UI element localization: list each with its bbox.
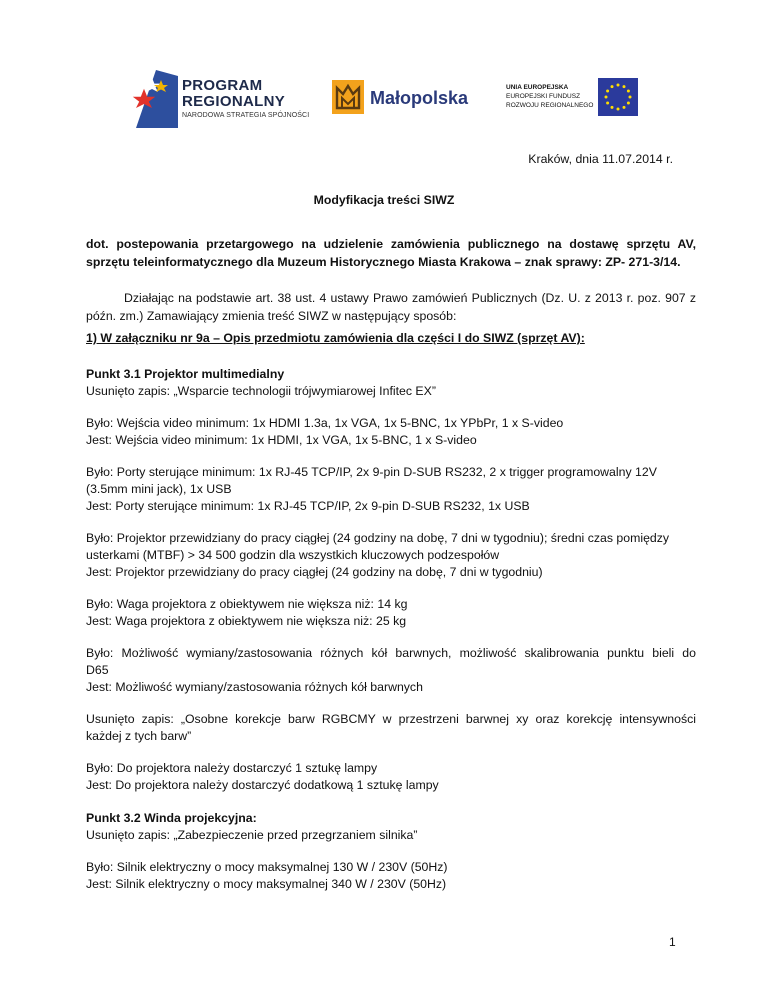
program-regionalny-logo: [130, 70, 320, 130]
point-3-1-was-4: Było: Waga projektora z obiektywem nie większa niż: 14 kg: [86, 597, 408, 611]
point-3-1-is-5: Jest: Możliwość wymiany/zastosowania różnych kół barwnych: [86, 680, 423, 694]
point-3-1-was-5a: Było: Możliwość wymiany/zastosowania różnych kół barwnych, możliwość skalibrowania punktu bieli do: [86, 646, 696, 660]
document-date: Kraków, dnia 11.07.2014 r.: [528, 152, 673, 166]
program-regionalny-emblem-icon: [130, 70, 178, 128]
point-3-1-was-2b: (3.5mm mini jack), 1x USB: [86, 482, 232, 496]
malopolska-crest-icon: [332, 80, 364, 114]
malopolska-logo: [332, 80, 482, 120]
point-3-1-was-2a: Było: Porty sterujące minimum: 1x RJ-45 TCP/IP, 2x 9-pin D-SUB RS232, 2 x trigger programowalny 12V: [86, 465, 657, 479]
point-3-2-removed-1: Usunięto zapis: „Zabezpieczenie przed przegrzaniem silnika”: [86, 828, 418, 842]
point-3-1-is-6: Jest: Do projektora należy dostarczyć dodatkową 1 sztukę lampy: [86, 778, 439, 792]
eu-logo-line1: UNIA EUROPEJSKA: [506, 84, 569, 91]
program-logo-line1: PROGRAM: [182, 77, 263, 94]
point-3-1-is-3: Jest: Projektor przewidziany do pracy ciągłej (24 godziny na dobę, 7 dni w tygodniu): [86, 565, 543, 579]
section-1-heading: 1) W załączniku nr 9a – Opis przedmiotu zamówienia dla części I do SIWZ (sprzęt AV):: [86, 331, 585, 345]
point-3-2-heading: Punkt 3.2 Winda projekcyjna:: [86, 811, 257, 825]
eu-logo-line3: ROZWOJU REGIONALNEGO: [506, 102, 594, 109]
eu-logo-line2: EUROPEJSKI FUNDUSZ: [506, 93, 581, 100]
point-3-1-was-1: Było: Wejścia video minimum: 1x HDMI 1.3a, 1x VGA, 1x 5-BNC, 1x YPbPr, 1 x S-video: [86, 416, 564, 430]
point-3-1-was-3a: Było: Projektor przewidziany do pracy ciągłej (24 godziny na dobę, 7 dni w tygodniu); średni czas pomiędzy: [86, 531, 670, 545]
point-3-1-is-2: Jest: Porty sterujące minimum: 1x RJ-45 TCP/IP, 2x 9-pin D-SUB RS232, 1x USB: [86, 499, 530, 513]
point-3-1-heading: Punkt 3.1 Projektor multimedialny: [86, 367, 285, 381]
point-3-1-was-6: Było: Do projektora należy dostarczyć 1 sztukę lampy: [86, 761, 378, 775]
program-logo-line3: NARODOWA STRATEGIA SPÓJNOŚCI: [182, 112, 310, 119]
point-3-1-is-4: Jest: Waga projektora z obiektywem nie większa niż: 25 kg: [86, 614, 407, 628]
point-3-1-removed-2b: każdej z tych barw”: [86, 729, 192, 743]
point-3-1-was-3b: usterkami (MTBF) > 34 500 godzin dla wszystkich kluczowych podzespołów: [86, 548, 500, 562]
point-3-1-is-1: Jest: Wejścia video minimum: 1x HDMI, 1x VGA, 1x 5-BNC, 1 x S-video: [86, 433, 477, 447]
point-3-1-removed-1: Usunięto zapis: „Wsparcie technologii trójwymiarowej Infitec EX”: [86, 384, 436, 398]
document-intro: Działając na podstawie art. 38 ust. 4 ustawy Prawo zamówień Publicznych (Dz. U. z 2013 r. poz. 907 z późn. zm.) Zamawiający zmienia treść SIWZ w następujący sposób:: [86, 291, 696, 323]
point-3-1-removed-2a: Usunięto zapis: „Osobne korekcje barw RGBCMY w przestrzeni barwnej xy oraz korekcję intensywności: [86, 712, 696, 726]
program-logo-line2: REGIONALNY: [182, 93, 286, 110]
point-3-1-was-5b: D65: [86, 663, 109, 677]
eu-flag-icon: [598, 78, 638, 116]
point-3-2-was-1: Było: Silnik elektryczny o mocy maksymalnej 130 W / 230V (50Hz): [86, 860, 448, 874]
page-number: 1: [669, 935, 676, 949]
point-3-2-is-1: Jest: Silnik elektryczny o mocy maksymalnej 340 W / 230V (50Hz): [86, 877, 447, 891]
malopolska-logo-text: Małopolska: [370, 88, 469, 108]
eu-logo: [506, 78, 638, 120]
document-title: Modyfikacja treści SIWZ: [313, 193, 455, 207]
document-subject: dot. postepowania przetargowego na udzielenie zamówienia publicznego na dostawę sprzętu AV, sprzętu teleinformatycznego dla Muzeum Historycznego Miasta Krakowa – znak sprawy: ZP- 271-3/14.: [86, 237, 696, 269]
